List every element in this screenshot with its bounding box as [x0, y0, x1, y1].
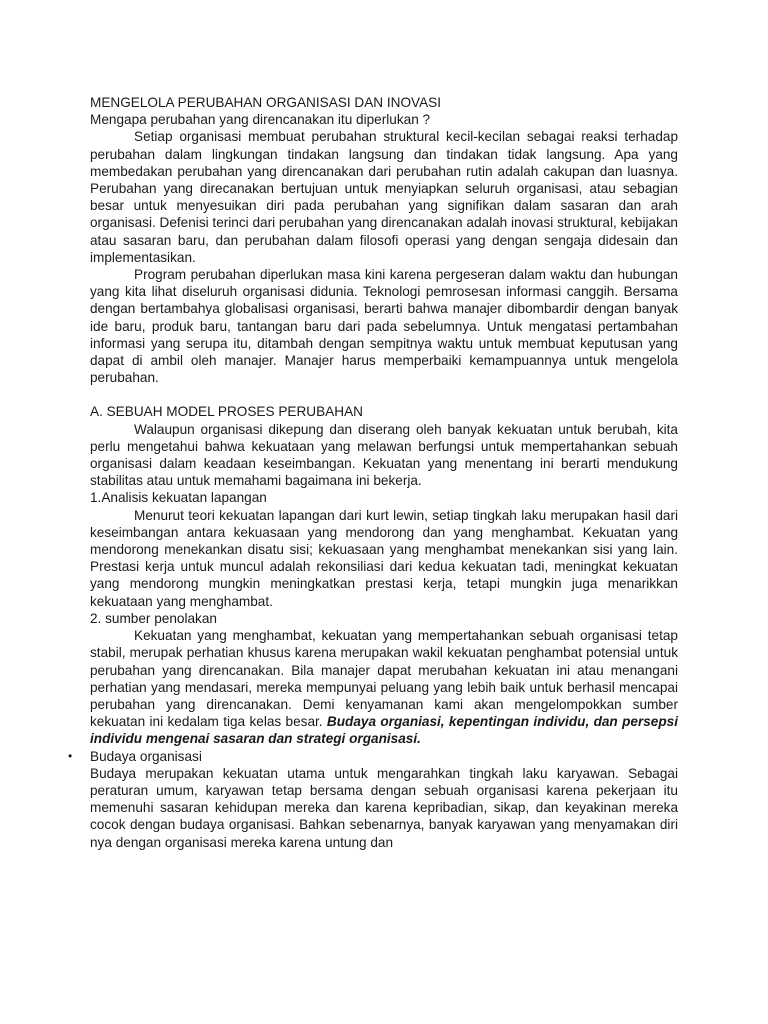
- document-body: [68, 94, 678, 851]
- paragraph-5-text: Kekuatan yang menghambat, kekuatan yang mempertahankan sebuah organisasi tetap stabil, merupak perhatian khusus karena merupakan wakil kekuatan penghambat potensial untuk perubahan yang direncanakan. Bila manajer dapat merubahan kekuatan ini atau menangani perhatian yang mendasari, mereka mempunyai peluang yang lebih baik untuk berhasil mencapai perubahan yang direncanakan. Demi kenyamanan kami akan mengelompokkan sumber kekuatan ini kedalam tiga kelas besar.: [90, 628, 678, 730]
- paragraph-5-emphasis: Budaya organiasi, kepentingan individu, dan persepsi individu mengenai sasaran dan strategi organisasi.: [90, 714, 678, 747]
- subheading-1: 1.Analisis kekuatan lapangan: [90, 490, 267, 506]
- document-title: MENGELOLA PERUBAHAN ORGANISASI DAN INOVASI: [90, 95, 442, 110]
- paragraph-4: Menurut teori kekuatan lapangan dari kurt lewin, setiap tingkah laku merupakan hasil dari keseimbangan antara kekuasaan yang mendorong dan yang menghambat. Kekuatan yang mendorong menekankan disatu sisi; kekuasaan yang menghambat menekankan sisi yang lain. Prestasi kerja untuk muncul adalah rekonsiliasi dari kedua kekuatan tadi, meningkat kekuatan yang mendorong mungkin meningkatkan prestasi kerja, tetapi mungkin juga menarikkan kekuataan yang menghambat.: [90, 507, 678, 609]
- paragraph-2: Program perubahan diperlukan masa kini karena pergeseran dalam waktu dan hubungan yang kita lihat diseluruh organisasi didunia. Teknologi pemrosesan informasi canggih. Bersama dengan bertambahya globalisasi organisasi, berarti bahwa manajer dibombardir dengan banyak ide baru, produk baru, tantangan baru dari pada sebelumnya. Untuk mengatasi pertambahan informasi yang serupa itu, ditambah dengan sempitnya waktu untuk membuat keputusan yang dapat di ambil oleh manajer. Manajer harus memperbaiki kemampuannya untuk mengelola perubahan.: [90, 267, 678, 386]
- paragraph-5: [90, 627, 678, 747]
- bullet-label: Budaya organisasi: [90, 748, 202, 764]
- paragraph-3: Walaupun organisasi dikepung dan diserang oleh banyak kekuatan untuk berubah, kita perlu mengetahui bahwa kekuataan yang melawan berfungsi untuk mempertahankan sebuah organisasi dalam keadaan keseimbangan. Kekuatan yang menentang ini berarti mendukung stabilitas atau untuk memahami bagaimana ini bekerja.: [90, 421, 678, 489]
- bullet-item: [68, 748, 678, 765]
- bullet-icon: •: [68, 748, 73, 763]
- subheading-2: 2. sumber penolakan: [90, 610, 217, 626]
- paragraph-6: Budaya merupakan kekuatan utama untuk mengarahkan tingkah laku karyawan. Sebagai peraturan umum, karyawan tetap bersama dengan sebuah organisasi karena pekerjaan itu memenuhi sasaran kehidupan mereka dan karena kepribadian, sikap, dan keyakinan mereka cocok dengan budaya organisasi. Bahkan sebenarnya, banyak karyawan yang menyamakan diri nya dengan organisasi mereka karena untung dan: [90, 765, 678, 850]
- blank-line: [90, 386, 678, 403]
- paragraph-1: Setiap organisasi membuat perubahan struktural kecil-kecilan sebagai reaksi terhadap perubahan dalam lingkungan tindakan langsung dan tindakan tidak langsung. Apa yang membedakan perubahan yang direncanakan dari perubahan rutin adalah cakupan dan luasnya. Perubahan yang direcanakan bertujuan untuk menyiapkan seluruh organisasi, atau sebagian besar untuk menyesuikan diri pada perubahan yang signifikan dalam sasaran dan arah organisasi. Defenisi terinci dari perubahan yang direncanakan adalah inovasi struktural, kebijakan atau sasaran baru, dan perubahan dalam filosofi operasi yang dengan sengaja didesain dan implementasikan.: [90, 129, 678, 265]
- section-a-heading: A. SEBUAH MODEL PROSES PERUBAHAN: [90, 404, 363, 420]
- question-line: Mengapa perubahan yang direncanakan itu diperlukan ?: [90, 112, 431, 128]
